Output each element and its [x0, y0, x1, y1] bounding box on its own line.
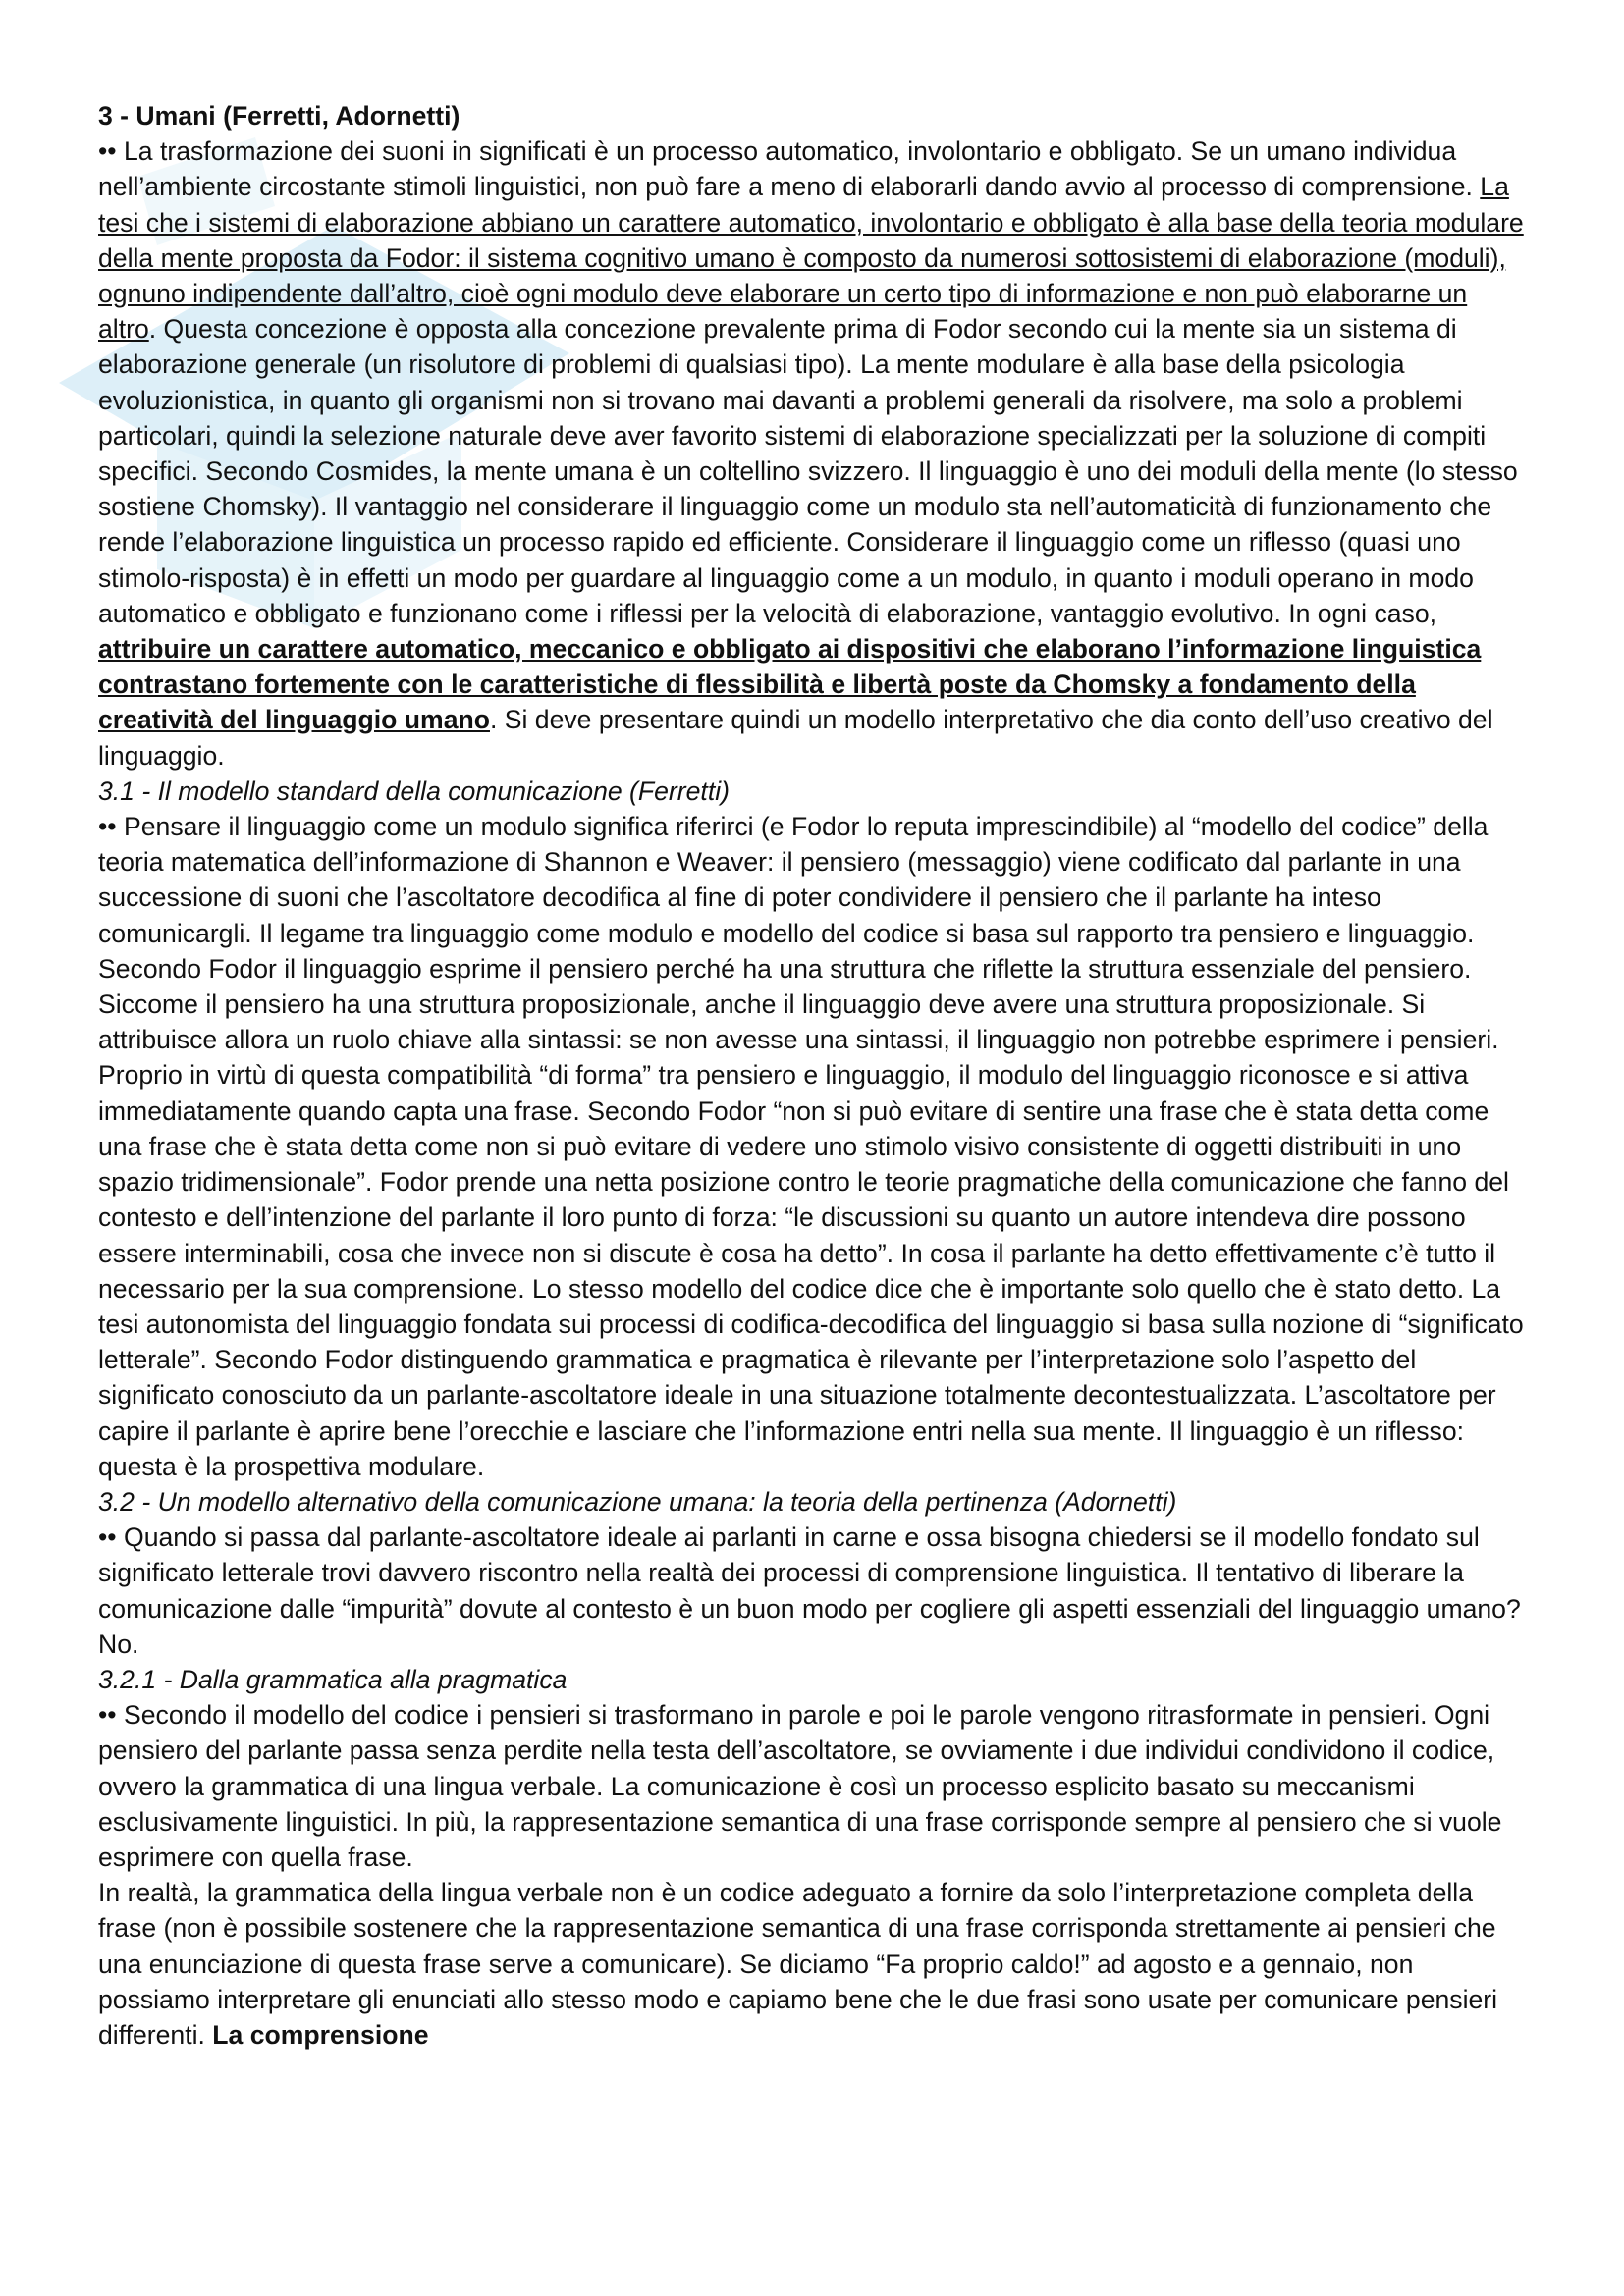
intro-text-1: •• La trasformazione dei suoni in significati è un processo automatico, involontario e obbligato. Se un umano individua nell’ambiente circostante stimoli linguistici, non può fare a meno di elaborarli dando avvio al processo di comprensione.	[98, 136, 1481, 202]
bold-comprehension: La comprensione	[212, 2019, 429, 2050]
paragraph-standard-model: •• Pensare il linguaggio come un modulo significa riferirci (e Fodor lo reputa imprescindibile) al “modello del codice” della teoria matematica dell’informazione di Shannon e Weaver: il pensiero (messaggio) viene codificato dal parlante in una successione di suoni che l’ascoltatore decodifica al fine di poter condividere il pensiero che il parlante ha inteso comunicargli. Il legame tra linguaggio come modulo e modello del codice si basa sul rapporto tra pensiero e linguaggio. Secondo Fodor il linguaggio esprime il pensiero perché ha una struttura che riflette la struttura essenziale del pensiero. Siccome il pensiero ha una struttura proposizionale, anche il linguaggio deve avere una struttura proposizionale. Si attribuisce allora un ruolo chiave alla sintassi: se non avesse una sintassi, il linguaggio non potrebbe esprimere i pensieri. Proprio in virtù di questa compatibilità “di forma” tra pensiero e linguaggio, il modulo del linguaggio riconosce e si attiva immediatamente quando capta una frase. Secondo Fodor “non si può evitare di sentire una frase che è stata detta come una frase che è stata detta come non si può evitare di vedere uno stimolo visivo consistente di oggetti distribuiti in uno spazio tridimensionale”. Fodor prende una netta posizione contro le teorie pragmatiche della comunicazione che fanno del contesto e dell’intenzione del parlante il loro punto di forza: “le discussioni su quanto un autore intendeva dire possono essere interminabili, cosa che invece non si discute è cosa ha detto”. In cosa il parlante ha detto effettivamente c’è tutto il necessario per la sua comprensione. Lo stesso modello del codice dice che è importante solo quello che è stato detto. La tesi autonomista del linguaggio fondata sui processi di codifica-decodifica del linguaggio si basa sulla nozione di “significato letterale”. Secondo Fodor distinguendo grammatica e pragmatica è rilevante per l’interpretazione solo l’aspetto del significato conosciuto da un parlante-ascoltatore ideale in una situazione totalmente decontestualizzata. L’ascoltatore per capire il parlante è aprire bene l’orecchie e lasciare che l’informazione entri nella sua mente. Il linguaggio è un riflesso: questa è la prospettiva modulare.	[98, 812, 1524, 1481]
underlined-thesis: La tesi che i sistemi di elaborazione abbiano un carattere automatico, involontario e obbligato è alla base della teoria modulare della mente proposta da Fodor: il sistema cognitivo umano è composto da numerosi sottosistemi di elaborazione (moduli), ognuno indipendente dall’altro, cioè ogni modulo deve elaborare un certo tipo di informazione e non può elaborarne un altro	[98, 172, 1524, 345]
bold-underlined-claim: attribuire un carattere automatico, meccanico e obbligato ai dispositivi che elaborano l’informazione linguistica contrastano fortemente con le caratteristiche di flessibilità e libertà poste da Chomsky a fondamento della creatività del linguaggio umano	[98, 634, 1482, 735]
paragraph-intro	[98, 133, 1532, 774]
document-page	[98, 98, 1532, 2053]
subsection-title-3-1: 3.1 - Il modello standard della comunicazione (Ferretti)	[98, 775, 730, 806]
intro-text-3: . Si deve presentare quindi un modello interpretativo che dia conto dell’uso creativo del linguaggio.	[98, 705, 1493, 771]
paragraph-reality	[98, 1875, 1532, 2053]
section-title: 3 - Umani (Ferretti, Adornetti)	[98, 101, 460, 131]
subsection-title-3-2-1: 3.2.1 - Dalla grammatica alla pragmatica	[98, 1664, 568, 1694]
intro-text-2: . Questa concezione è opposta alla concezione prevalente prima di Fodor secondo cui la mente sia un sistema di elaborazione generale (un risolutore di problemi di qualsiasi tipo). La mente modulare è alla base della psicologia evoluzionistica, in quanto gli organismi non si trovano mai davanti a problemi generali da risolvere, ma solo a problemi particolari, quindi la selezione naturale deve aver favorito sistemi di elaborazione specializzati per la soluzione di compiti specifici. Secondo Cosmides, la mente umana è un coltellino svizzero. Il linguaggio è uno dei moduli della mente (lo stesso sostiene Chomsky). Il vantaggio nel considerare il linguaggio come un modulo sta nell’automaticità di funzionamento che rende l’elaborazione linguistica un processo rapido ed efficiente. Considerare il linguaggio come un riflesso (quasi uno stimolo-risposta) è in effetti un modo per guardare al linguaggio come a un modulo, in quanto i moduli operano in modo automatico e obbligato e funzionano come i riflessi per la velocità di elaborazione, vantaggio evolutivo. In ogni caso,	[98, 314, 1518, 628]
paragraph-code-model: •• Secondo il modello del codice i pensieri si trasformano in parole e poi le parole vengono ritrasformate in pensieri. Ogni pensiero del parlante passa senza perdite nella testa dell’ascoltatore, se ovviamente i due individui condividono il codice, ovvero la grammatica di una lingua verbale. La comunicazione è così un processo esplicito basato su meccanismi esclusivamente linguistici. In più, la rappresentazione semantica di una frase corrisponde sempre al pensiero che si vuole esprimere con quella frase.	[98, 1700, 1502, 1872]
subsection-title-3-2: 3.2 - Un modello alternativo della comunicazione umana: la teoria della pertinenza (Adornetti)	[98, 1486, 1177, 1517]
paragraph-alternative-model: •• Quando si passa dal parlante-ascoltatore ideale ai parlanti in carne e ossa bisogna chiedersi se il modello fondato sul significato letterale trovi davvero riscontro nella realtà dei processi di comprensione linguistica. Il tentativo di liberare la comunicazione dalle “impurità” dovute al contesto è un buon modo per cogliere gli aspetti essenziali del linguaggio umano? No.	[98, 1522, 1521, 1659]
reality-text: In realtà, la grammatica della lingua verbale non è un codice adeguato a fornire da solo l’interpretazione completa della frase (non è possibile sostenere che la rappresentazione semantica di una frase corrisponda strettamente ai pensieri che una enunciazione di questa frase serve a comunicare). Se diciamo “Fa proprio caldo!” ad agosto e a gennaio, non possiamo interpretare gli enunciati allo stesso modo e capiamo bene che le due frasi sono usate per comunicare pensieri differenti.	[98, 1878, 1498, 2050]
